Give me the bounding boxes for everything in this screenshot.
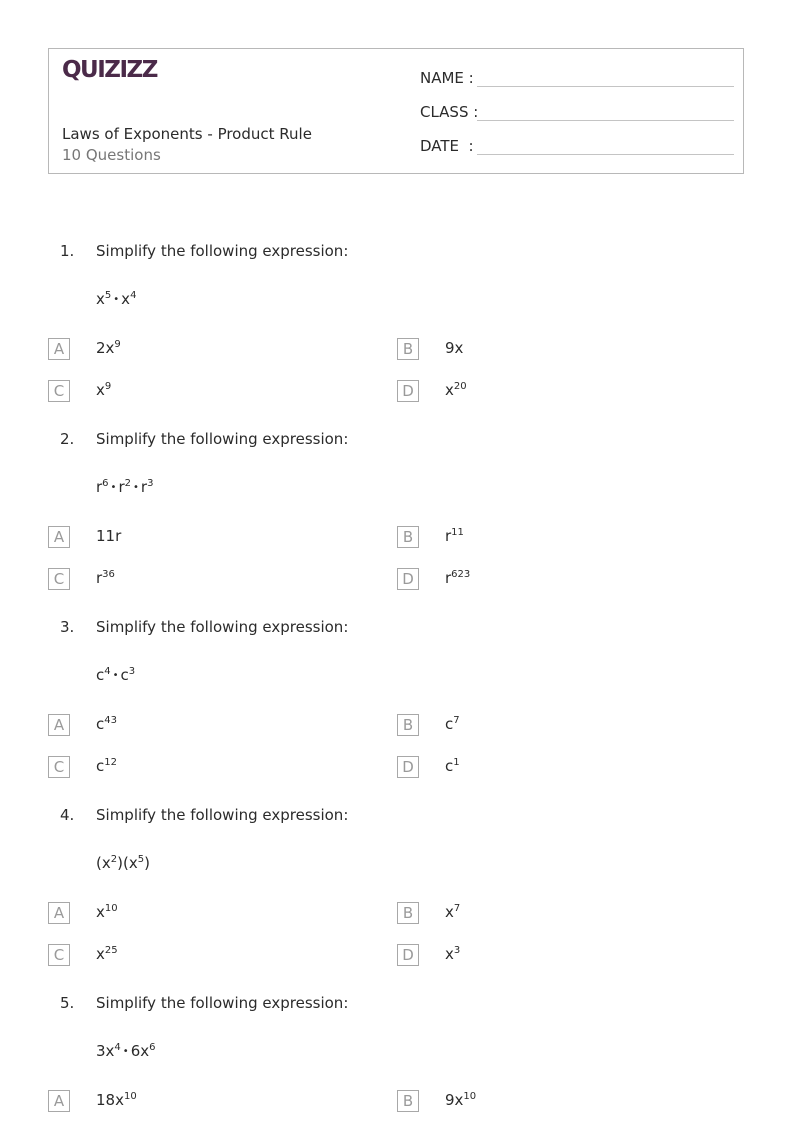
option-letter-box[interactable]: A	[48, 526, 70, 548]
name-line[interactable]	[477, 86, 734, 87]
option-value: $c^{12}$	[96, 757, 117, 775]
option-letter-box[interactable]: C	[48, 568, 70, 590]
option-value: $x^{25}$	[96, 945, 118, 963]
question-count: 10 Questions	[62, 146, 161, 164]
question-number: 5.	[60, 994, 75, 1012]
option-value: $r^{623}$	[445, 569, 471, 587]
option-letter-box[interactable]: D	[397, 756, 419, 778]
question-expression: $r^6$ • $r^2$ • $r^3$	[96, 478, 154, 496]
option-value: $r^{11}$	[445, 527, 464, 545]
question-expression: $3x^4$ • $6x^6$	[96, 1042, 156, 1060]
option-letter-box[interactable]: C	[48, 756, 70, 778]
option-value: 9x	[445, 339, 464, 357]
option-value: $c^7$	[445, 715, 460, 733]
question-text: Simplify the following expression:	[96, 994, 349, 1012]
option-value: $2x^9$	[96, 339, 121, 357]
quizizz-logo: QUIZIZZ	[62, 57, 157, 83]
option-letter-box[interactable]: B	[397, 1090, 419, 1112]
question-number: 4.	[60, 806, 75, 824]
date-line[interactable]	[477, 154, 734, 155]
option-letter-box[interactable]: D	[397, 380, 419, 402]
class-field[interactable]	[420, 99, 734, 123]
option-letter-box[interactable]: D	[397, 944, 419, 966]
question-text: Simplify the following expression:	[96, 242, 349, 260]
option-letter-box[interactable]: C	[48, 380, 70, 402]
option-letter-box[interactable]: A	[48, 338, 70, 360]
option-value: $x^{20}$	[445, 381, 467, 399]
option-value: $18x^{10}$	[96, 1091, 137, 1109]
question-expression: $(x^2)(x^5)$	[96, 854, 150, 872]
date-field[interactable]	[420, 133, 734, 157]
question-number: 3.	[60, 618, 75, 636]
option-value: 11r	[96, 527, 122, 545]
option-value: $x^7$	[445, 903, 461, 921]
question-expression: $c^4$ • $c^3$	[96, 666, 136, 684]
name-field[interactable]	[420, 65, 734, 89]
worksheet-title: Laws of Exponents - Product Rule	[62, 125, 312, 143]
option-value: $x^3$	[445, 945, 461, 963]
option-value: $r^{36}$	[96, 569, 115, 587]
question-number: 1.	[60, 242, 75, 260]
option-value: $9x^{10}$	[445, 1091, 477, 1109]
option-value: $x^9$	[96, 381, 112, 399]
option-letter-box[interactable]: C	[48, 944, 70, 966]
name-label: NAME :	[420, 69, 474, 87]
question-number: 2.	[60, 430, 75, 448]
option-letter-box[interactable]: A	[48, 714, 70, 736]
option-value: $c^{43}$	[96, 715, 117, 733]
class-line[interactable]	[477, 120, 734, 121]
option-letter-box[interactable]: B	[397, 526, 419, 548]
option-letter-box[interactable]: D	[397, 568, 419, 590]
option-letter-box[interactable]: A	[48, 902, 70, 924]
option-letter-box[interactable]: B	[397, 338, 419, 360]
question-text: Simplify the following expression:	[96, 618, 349, 636]
option-letter-box[interactable]: B	[397, 714, 419, 736]
question-text: Simplify the following expression:	[96, 806, 349, 824]
option-value: $c^1$	[445, 757, 460, 775]
option-value: $x^{10}$	[96, 903, 118, 921]
question-expression: $x^5$ • $x^4$	[96, 290, 137, 308]
worksheet-header	[48, 48, 744, 174]
option-letter-box[interactable]: A	[48, 1090, 70, 1112]
class-label: CLASS :	[420, 103, 479, 121]
option-letter-box[interactable]: B	[397, 902, 419, 924]
date-label: DATE :	[420, 137, 474, 155]
question-text: Simplify the following expression:	[96, 430, 349, 448]
